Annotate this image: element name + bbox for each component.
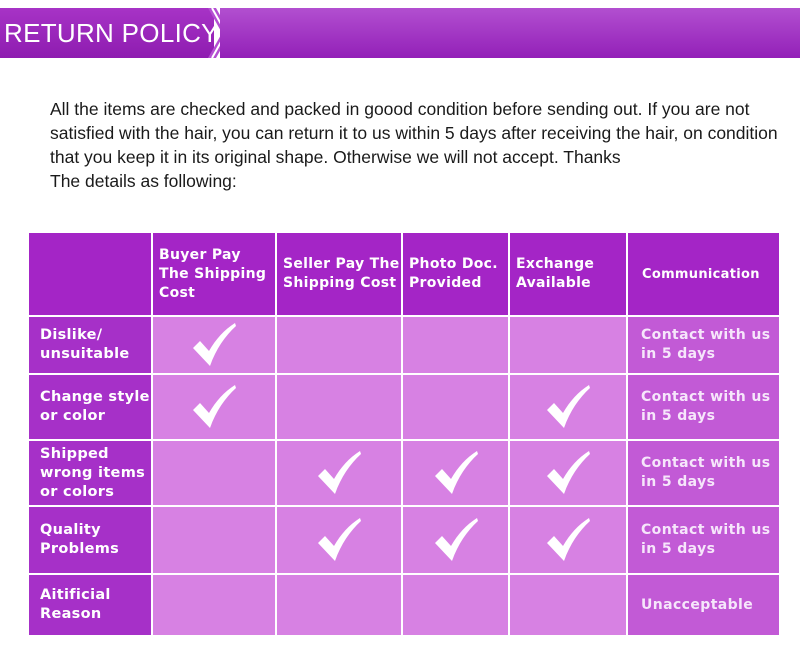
column-header-seller-pay: Seller Pay The Shipping Cost	[276, 232, 402, 316]
row-header: Dislike/ unsuitable	[28, 316, 152, 374]
intro-details: The details as following:	[50, 171, 237, 191]
check-cell	[152, 506, 276, 574]
row-header: Shipped wrong items or colors	[28, 440, 152, 506]
table-header-row	[28, 232, 780, 316]
row-header: Aitificial Reason	[28, 574, 152, 636]
table-row	[28, 574, 780, 636]
check-cell	[152, 440, 276, 506]
checkmark-icon	[544, 450, 592, 496]
corner-cell	[28, 232, 152, 316]
checkmark-icon	[190, 322, 238, 368]
check-cell	[276, 506, 402, 574]
communication-cell: Contact with us in 5 days	[627, 440, 780, 506]
checkmark-icon	[190, 384, 238, 430]
column-header-buyer-pay: Buyer Pay The Shipping Cost	[152, 232, 276, 316]
title-bar	[220, 8, 800, 58]
checkmark-icon	[315, 450, 363, 496]
check-cell	[276, 316, 402, 374]
checkmark-icon	[432, 450, 480, 496]
check-cell	[509, 374, 627, 440]
check-cell	[152, 574, 276, 636]
check-cell	[509, 316, 627, 374]
communication-cell: Contact with us in 5 days	[627, 374, 780, 440]
column-header-exchange: Exchange Available	[509, 232, 627, 316]
row-header: Quality Problems	[28, 506, 152, 574]
table-row	[28, 440, 780, 506]
intro-text	[50, 97, 780, 193]
row-header: Change style or color	[28, 374, 152, 440]
checkmark-icon	[315, 517, 363, 563]
checkmark-icon	[544, 517, 592, 563]
checkmark-icon	[432, 517, 480, 563]
check-cell	[276, 440, 402, 506]
check-cell	[509, 440, 627, 506]
check-cell	[402, 574, 509, 636]
policy-table	[27, 231, 781, 637]
checkmark-icon	[544, 384, 592, 430]
check-cell	[402, 374, 509, 440]
check-cell	[152, 374, 276, 440]
check-cell	[402, 316, 509, 374]
column-header-photo-doc: Photo Doc. Provided	[402, 232, 509, 316]
check-cell	[509, 574, 627, 636]
page-title: RETURN POLICY	[4, 18, 219, 48]
communication-cell: Unacceptable	[627, 574, 780, 636]
table-row	[28, 506, 780, 574]
check-cell	[402, 440, 509, 506]
check-cell	[402, 506, 509, 574]
check-cell	[152, 316, 276, 374]
check-cell	[509, 506, 627, 574]
table-row	[28, 374, 780, 440]
communication-cell: Contact with us in 5 days	[627, 506, 780, 574]
check-cell	[276, 574, 402, 636]
communication-cell: Contact with us in 5 days	[627, 316, 780, 374]
title-banner	[0, 8, 219, 58]
intro-paragraph: All the items are checked and packed in goood condition before sending out. If you are not satisfied with the hair, you can return it to us within 5 days after receiving the hair, on condition that you keep it in its original shape. Otherwise we will not accept. Thanks	[50, 99, 778, 167]
table-row	[28, 316, 780, 374]
check-cell	[276, 374, 402, 440]
column-header-communication: Communication	[627, 232, 780, 316]
